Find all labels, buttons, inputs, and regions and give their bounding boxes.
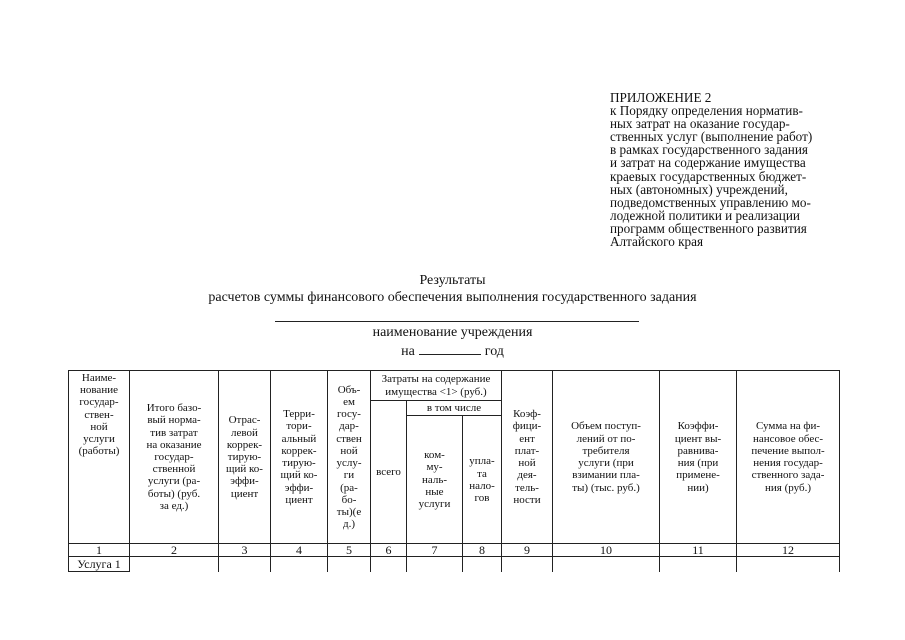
table-cell — [219, 557, 271, 572]
header-consumer-revenue: Объем поступ- лений от по- требителя услуги (при взимании пла- ты) (тыс. руб.) — [553, 371, 660, 544]
table-cell — [328, 557, 371, 572]
column-numbers-row — [69, 544, 840, 557]
header-taxes: упла- та нало- гов — [463, 416, 502, 544]
column-number: 4 — [271, 544, 328, 557]
header-total-sum: Сумма на фи- нансовое обес- печение выпол- нения государ- ственного зада- ния (руб.) — [737, 371, 840, 544]
table-cell — [553, 557, 660, 572]
header-utilities: ком- му- наль- ные услуги — [407, 416, 463, 544]
header-volume: Объ- ем госу- дар- ствен ной услу- ги (ра- бо- ты)(е д.) — [328, 371, 371, 544]
column-number: 2 — [130, 544, 219, 557]
column-number: 9 — [502, 544, 553, 557]
year-line — [0, 342, 905, 360]
header-property-costs: Затраты на содержание имущества <1> (руб.) — [371, 371, 502, 401]
table-cell — [130, 557, 219, 572]
header-service-name: Наиме- нование государ- ствен- ной услуги (работы) — [69, 371, 130, 544]
table-cell — [660, 557, 737, 572]
header-paid-activity-coef: Коэф- фици- ент плат- ной дея- тель- ности — [502, 371, 553, 544]
column-number: 6 — [371, 544, 407, 557]
column-number: 8 — [463, 544, 502, 557]
column-number: 5 — [328, 544, 371, 557]
appendix-block — [610, 91, 845, 248]
institution-caption: наименование учреждения — [372, 325, 533, 340]
document-title: Результаты — [419, 273, 486, 288]
appendix-heading: ПРИЛОЖЕНИЕ 2 — [610, 90, 712, 105]
service-name-cell: Услуга 1 — [69, 557, 130, 572]
header-territorial-coef: Терри- тори- альный коррек- тирую- щий ко- эффи- циент — [271, 371, 328, 544]
table-cell — [407, 557, 463, 572]
table-cell — [502, 557, 553, 572]
year-blank — [419, 342, 481, 355]
table-row — [69, 557, 840, 572]
table-cell — [737, 557, 840, 572]
column-number: 7 — [407, 544, 463, 557]
header-equalization-coef: Коэффи- циент вы- равнива- ния (при примене- нии) — [660, 371, 737, 544]
year-suffix: год — [484, 344, 504, 359]
column-number: 10 — [553, 544, 660, 557]
header-industry-coef: Отрас- левой коррек- тирую- щий ко- эффи- циент — [219, 371, 271, 544]
header-costs-total: всего — [371, 401, 407, 544]
header-base-norm: Итого базо- вый норма- тив затрат на оказание государ- ственной услуги (ра- боты) (руб. за ед.) — [130, 371, 219, 544]
table-cell — [463, 557, 502, 572]
column-number: 11 — [660, 544, 737, 557]
year-prefix: на — [401, 344, 415, 359]
document-subtitle: расчетов суммы финансового обеспечения выполнения государственного задания — [208, 290, 697, 305]
table-cell — [371, 557, 407, 572]
results-table — [68, 370, 840, 572]
institution-blank-line — [275, 321, 639, 322]
column-number: 3 — [219, 544, 271, 557]
column-number: 12 — [737, 544, 840, 557]
column-number: 1 — [69, 544, 130, 557]
header-including: в том числе — [407, 401, 502, 416]
appendix-text: к Порядку определения норматив- ных затрат на оказание государ- ственных услуг (выполнение работ) в рамках государственного задания и затрат на содержание имущества краевых государственных бюджет- ных (автономных) учреждений, подведомственных управлению мо- лодежной политики и реализации программ общественного развития Алтайского края — [610, 103, 813, 250]
table-cell — [271, 557, 328, 572]
